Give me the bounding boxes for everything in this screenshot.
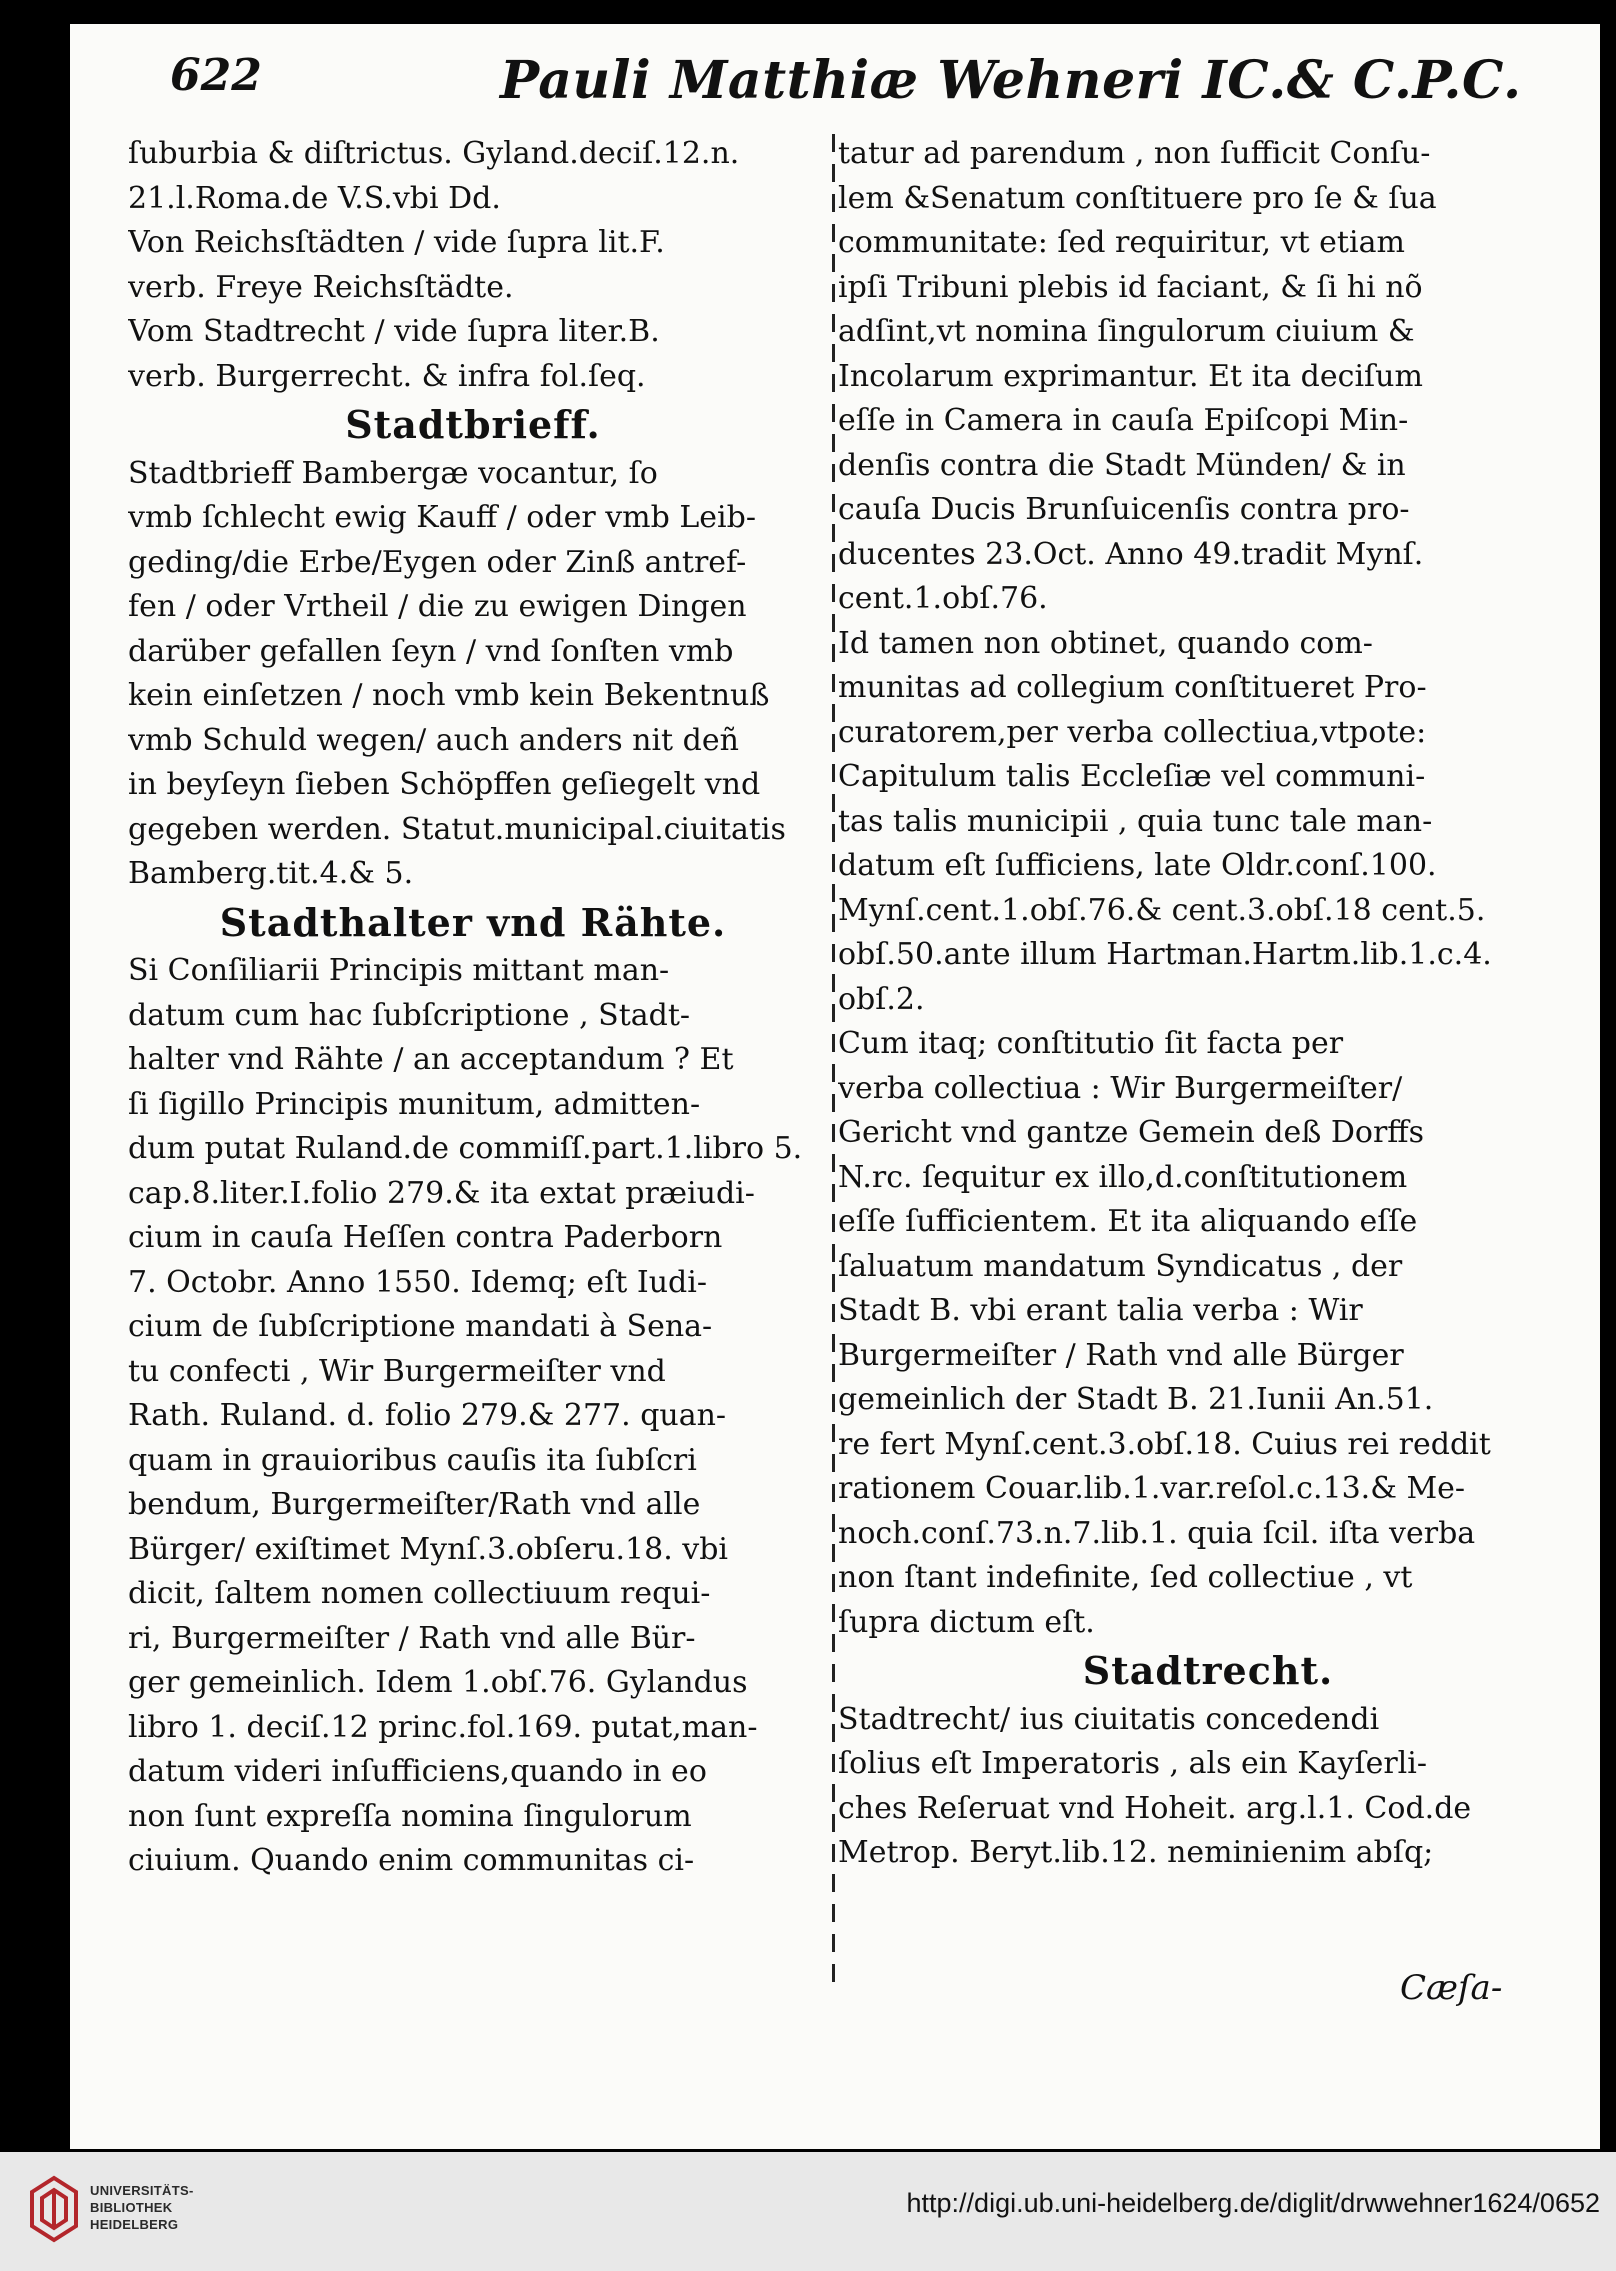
text-line: communitate: ſed requiritur, vt etiam	[838, 225, 1405, 260]
text-line: ſolius eſt Imperatoris , als ein Kayſerli-	[838, 1746, 1427, 1781]
library-name-line: HEIDELBERG	[90, 2217, 179, 2232]
text-line: ſupra dictum eſt.	[838, 1604, 1095, 1640]
library-name-line: BIBLIOTHEK	[90, 2200, 173, 2215]
text-line: geding/die Erbe/Eygen oder Zinß antref-	[128, 544, 747, 580]
section-heading: Stadthalter vnd Rähte.	[219, 899, 727, 945]
text-line: kein einſetzen / noch vmb kein Bekentnuß	[128, 678, 770, 713]
text-line: Mynſ.cent.1.obſ.76.& cent.3.obſ.18 cent.5.	[838, 892, 1486, 928]
source-url-link[interactable]: http://digi.ub.uni-heidelberg.de/diglit/drwwehner1624/0652	[906, 2188, 1600, 2218]
catchword: Cæſa-	[1400, 1968, 1503, 2008]
text-line: 7. Octobr. Anno 1550. Idemq; eſt Iudi-	[128, 1264, 707, 1300]
text-line: N.rc. ſequitur ex illo,d.conſtitutionem	[838, 1159, 1408, 1195]
text-line: Von Reichsſtädten / vide ſupra lit.F.	[128, 225, 665, 260]
text-line: ſuburbia & diſtrictus. Gyland.deciſ.12.n.	[128, 136, 740, 171]
text-line: dum putat Ruland.de commiſſ.part.1.libro 5.	[128, 1131, 803, 1166]
text-line: datum eſt ſufficiens, late Oldr.conſ.100.	[838, 848, 1437, 883]
text-line: Stadt B. vbi erant talia verba : Wir	[838, 1293, 1363, 1328]
text-line: tas talis municipii , quia tunc tale man-	[838, 803, 1433, 839]
text-line: eſſe in Camera in cauſa Epiſcopi Min-	[838, 403, 1409, 438]
text-line: ſi ſigillo Principis munitum, admitten-	[128, 1086, 701, 1122]
library-name-line: UNIVERSITÄTS-	[90, 2183, 194, 2198]
text-line: halter vnd Rähte / an acceptandum ? Et	[128, 1042, 734, 1077]
text-line: dicit, ſaltem nomen collectiuum requi-	[128, 1576, 711, 1611]
text-line: ducentes 23.Oct. Anno 49.tradit Mynſ.	[838, 536, 1424, 572]
text-line: Metrop. Beryt.lib.12. neminienim abſq;	[838, 1835, 1434, 1870]
text-line: ches Reſeruat vnd Hoheit. arg.l.1. Cod.de	[838, 1790, 1472, 1826]
text-line: Gericht vnd gantze Gemein deß Dorffs	[838, 1115, 1425, 1150]
text-line: Cum itaq; conſtitutio ſit facta per	[838, 1026, 1344, 1061]
section-heading: Stadtrecht.	[1082, 1648, 1334, 1693]
text-line: verb. Burgerrecht. & infra fol.ſeq.	[128, 358, 646, 394]
text-line: Si Conſiliarii Principis mittant man-	[128, 953, 670, 988]
text-line: non ſtant indefinite, ſed collectiue , vt	[838, 1560, 1413, 1595]
text-line: datum cum hac ſubſcriptione , Stadt-	[128, 997, 691, 1033]
text-line: cap.8.liter.I.folio 279.& ita extat præiudi-	[128, 1175, 755, 1211]
text-line: Stadtrecht/ ius ciuitatis concedendi	[838, 1701, 1380, 1737]
page-number: 622	[170, 50, 262, 101]
text-line: datum videri inſufficiens,quando in eo	[128, 1754, 707, 1789]
text-line: non ſunt expreſſa nomina ſingulorum	[128, 1798, 692, 1834]
text-line: cium de ſubſcriptione mandati à Sena-	[128, 1309, 713, 1344]
library-logo-icon	[24, 2172, 84, 2246]
text-line: Id tamen non obtinet, quando com-	[838, 625, 1373, 661]
text-line: Burgermeiſter / Rath vnd alle Bürger	[838, 1337, 1404, 1373]
text-line: Bamberg.tit.4.& 5.	[128, 856, 414, 891]
text-line: cium in cauſa Heſſen contra Paderborn	[128, 1220, 723, 1255]
column-divider	[832, 134, 835, 1994]
text-line: noch.conſ.73.n.7.lib.1. quia ſcil. iſta verba	[838, 1515, 1476, 1551]
text-line: gemeinlich der Stadt B. 21.Iunii An.51.	[838, 1382, 1434, 1417]
text-line: tatur ad parendum , non ſufficit Conſu-	[838, 136, 1431, 171]
text-line: cent.1.obſ.76.	[838, 581, 1048, 616]
text-line: rationem Couar.lib.1.var.reſol.c.13.& Me-	[838, 1471, 1466, 1506]
right-column	[838, 132, 1578, 2002]
text-line: cauſa Ducis Brunſuicenſis contra pro-	[838, 492, 1410, 527]
text-line: Vom Stadtrecht / vide ſupra liter.B.	[128, 314, 660, 349]
text-line: 21.l.Roma.de V.S.vbi Dd.	[128, 180, 501, 216]
paper-sheet	[70, 24, 1600, 2149]
text-line: obſ.2.	[838, 981, 925, 1017]
text-line: ger gemeinlich. Idem 1.obſ.76. Gylandus	[128, 1665, 748, 1700]
running-title: Pauli Matthiæ Wehneri IC.& C.P.C.	[500, 50, 1522, 111]
left-column	[128, 132, 818, 2002]
text-line: curatorem,per verba collectiua,vtpote:	[838, 714, 1427, 750]
text-line: in beyſeyn ſieben Schöpffen geſiegelt vnd	[128, 767, 761, 802]
text-line: Incolarum exprimantur. Et ita deciſum	[838, 358, 1423, 394]
footer-bar	[0, 2152, 1616, 2271]
text-line: ri, Burgermeiſter / Rath vnd alle Bür-	[128, 1620, 696, 1656]
text-line: quam in grauioribus cauſis ita ſubſcri	[128, 1442, 697, 1478]
text-line: Stadtbrieff Bambergæ vocantur, ſo	[128, 455, 658, 491]
text-line: denſis contra die Stadt Münden/ & in	[838, 447, 1406, 483]
text-line: verba collectiua : Wir Burgermeiſter/	[838, 1070, 1403, 1106]
text-line: tu confecti , Wir Burgermeiſter vnd	[128, 1353, 666, 1389]
text-line: adſint,vt nomina ſingulorum ciuium &	[838, 314, 1415, 349]
text-line: lem &Senatum conſtituere pro ſe & ſua	[838, 180, 1437, 216]
text-line: ſaluatum mandatum Syndicatus , der	[838, 1248, 1403, 1284]
running-head	[120, 50, 1590, 130]
text-line: re fert Mynſ.cent.3.obſ.18. Cuius rei reddit	[838, 1426, 1491, 1462]
text-line: verb. Freye Reichsſtädte.	[128, 269, 514, 305]
text-line: fen / oder Vrtheil / die zu ewigen Dingen	[128, 589, 747, 624]
text-line: Bürger/ exiſtimet Mynſ.3.obſeru.18. vbi	[128, 1531, 729, 1567]
text-line: darüber gefallen ſeyn / vnd ſonſten vmb	[128, 633, 734, 669]
text-line: libro 1. deciſ.12 princ.fol.169. putat,man-	[128, 1709, 758, 1745]
text-line: Capitulum talis Eccleſiæ vel communi-	[838, 759, 1426, 794]
text-line: Rath. Ruland. d. folio 279.& 277. quan-	[128, 1398, 727, 1433]
text-line: eſſe ſufficientem. Et ita aliquando eſſe	[838, 1204, 1418, 1239]
text-line: vmb ſchlecht ewig Kauff / oder vmb Leib-	[128, 500, 756, 535]
library-name	[90, 2182, 194, 2233]
text-line: obſ.50.ante illum Hartman.Hartm.lib.1.c.4.	[838, 937, 1492, 972]
text-line: vmb Schuld wegen/ auch anders nit deñ	[128, 722, 739, 758]
text-line: ciuium. Quando enim communitas ci-	[128, 1843, 695, 1878]
text-line: ipſi Tribuni plebis id faciant, & ſi hi nõ	[838, 269, 1423, 305]
text-line: munitas ad collegium conſtitueret Pro-	[838, 670, 1427, 705]
text-line: gegeben werden. Statut.municipal.ciuitatis	[128, 811, 786, 847]
section-heading: Stadtbrieff.	[345, 402, 601, 447]
text-line: bendum, Burgermeiſter/Rath vnd alle	[128, 1487, 701, 1522]
